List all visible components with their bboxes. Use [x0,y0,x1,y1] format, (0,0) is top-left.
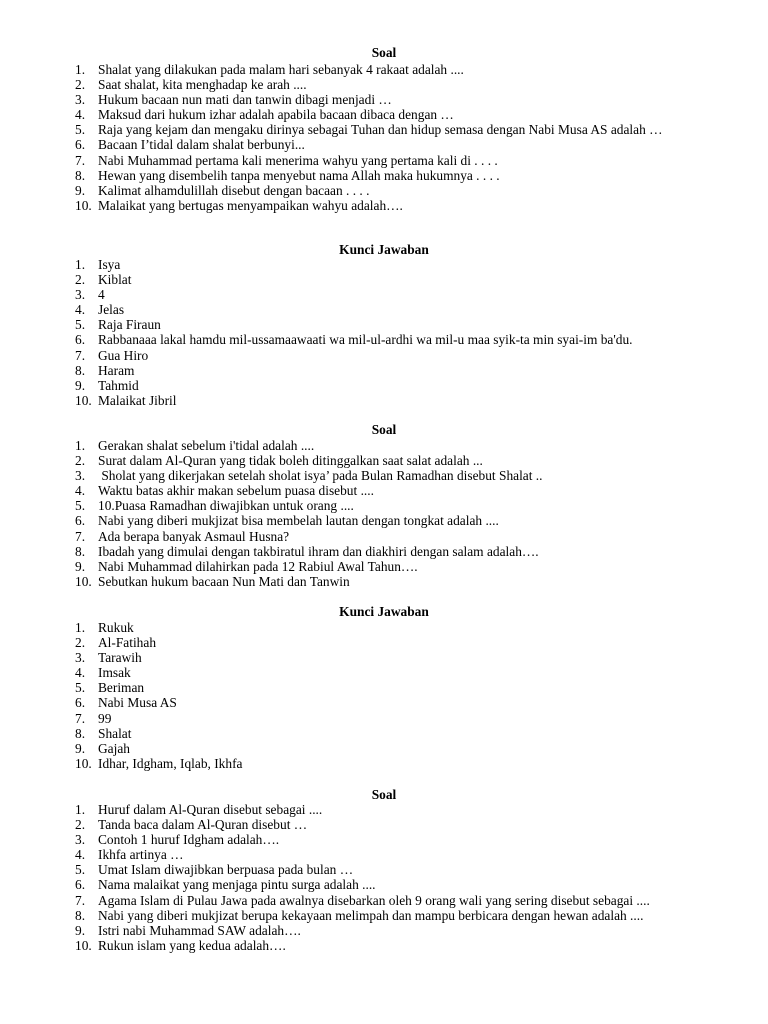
section-title-kunci-jawaban-1: Kunci Jawaban [339,242,429,257]
list-item: 8. Hewan yang disembelih tanpa menyebut nama Allah maka hukumnya . . . . [75,167,500,183]
section-title-soal-2: Soal [371,422,397,437]
question-list-1 [0,62,768,213]
list-item: 6. Nama malaikat yang menjaga pintu surga adalah .... [75,877,376,893]
list-item: 3. Hukum bacaan nun mati dan tanwin dibagi menjadi … [75,92,392,108]
list-item: 5. Umat Islam diwajibkan berpuasa pada bulan … [75,862,354,878]
list-item: 7. 99 [75,710,112,726]
list-item: 5. 10.Puasa Ramadhan diwajibkan untuk orang .... [75,498,354,514]
list-item: 2. Surat dalam Al-Quran yang tidak boleh ditinggalkan saat salat adalah ... [75,453,483,469]
list-item: 7. Gua Hiro [75,347,149,363]
list-item: 9. Istri nabi Muhammad SAW adalah…. [75,922,301,938]
list-item: 9. Kalimat alhamdulillah disebut dengan bacaan . . . . [75,182,370,198]
list-item: 3. Contoh 1 huruf Idgham adalah…. [75,832,280,848]
list-item: 10. Idhar, Idgham, Iqlab, Ikhfa [75,755,243,771]
list-item: 1. Huruf dalam Al-Quran disebut sebagai .... [75,802,323,817]
list-item: 1. Gerakan shalat sebelum i'tidal adalah .... [75,438,315,453]
answer-list-1 [0,257,768,408]
list-item: 4. Imsak [75,665,131,681]
list-item: 8. Shalat [75,725,132,741]
question-list-3 [0,802,768,953]
list-item: 2. Tanda baca dalam Al-Quran disebut … [75,817,308,833]
list-item: 8. Haram [75,362,135,378]
answer-list-2 [0,620,768,771]
list-item: 9. Tahmid [75,377,139,393]
list-item: 5. Raja Firaun [75,317,161,333]
list-item: 3. Sholat yang dikerjakan setelah sholat isya’ pada Bulan Ramadhan disebut Shalat .. [75,468,543,484]
list-item: 7. Agama Islam di Pulau Jawa pada awalnya disebarkan oleh 9 orang wali yang sering disebut sebagai .... [75,892,650,908]
list-item: 9. Gajah [75,740,130,756]
list-item: 6. Rabbanaaa lakal hamdu mil-ussamaawaati wa mil-ul-ardhi wa mil-u maa syik-ta min syai-im ba'du. [75,332,633,348]
list-item: 2. Saat shalat, kita menghadap ke arah .... [75,77,307,93]
list-item: 2. Al-Fatihah [75,635,157,651]
list-item: 10. Sebutkan hukum bacaan Nun Mati dan Tanwin [75,573,350,589]
list-item: 6. Nabi yang diberi mukjizat bisa membelah lautan dengan tongkat adalah .... [75,513,499,529]
question-list-2 [0,438,768,589]
list-item: 7. Ada berapa banyak Asmaul Husna? [75,528,290,544]
list-item: 7. Nabi Muhammad pertama kali menerima wahyu yang pertama kali di . . . . [75,152,498,168]
list-item: 4. Jelas [75,302,125,318]
list-item: 10. Rukun islam yang kedua adalah…. [75,937,286,953]
list-item: 2. Kiblat [75,272,132,288]
list-item: 10. Malaikat yang bertugas menyampaikan wahyu adalah…. [75,197,403,213]
list-item: 8. Ibadah yang dimulai dengan takbiratul ihram dan diakhiri dengan salam adalah…. [75,543,539,559]
section-title-soal-3: Soal [371,787,397,802]
list-item: 6. Bacaan I’tidal dalam shalat berbunyi... [75,137,305,153]
list-item: 1. Rukuk [75,620,134,635]
list-item: 5. Beriman [75,680,145,696]
list-item: 1. Isya [75,257,121,272]
list-item: 6. Nabi Musa AS [75,695,177,711]
list-item: 9. Nabi Muhammad dilahirkan pada 12 Rabiul Awal Tahun…. [75,558,418,574]
list-item: 10. Malaikat Jibril [75,392,177,408]
list-item: 5. Raja yang kejam dan mengaku dirinya sebagai Tuhan dan hidup semasa dengan Nabi Musa AS adalah … [75,122,663,138]
section-title-soal-1: Soal [371,45,397,60]
list-item: 3. 4 [75,287,105,303]
list-item: 4. Waktu batas akhir makan sebelum puasa disebut .... [75,483,374,499]
list-item: 4. Maksud dari hukum izhar adalah apabila bacaan dibaca dengan … [75,107,454,123]
list-item: 1. Shalat yang dilakukan pada malam hari sebanyak 4 rakaat adalah .... [75,62,464,77]
list-item: 3. Tarawih [75,650,142,666]
section-title-kunci-jawaban-2: Kunci Jawaban [339,604,429,619]
list-item: 4. Ikhfa artinya … [75,847,184,863]
list-item: 8. Nabi yang diberi mukjizat berupa kekayaan melimpah dan mampu berbicara dengan hewan adalah .... [75,907,644,923]
